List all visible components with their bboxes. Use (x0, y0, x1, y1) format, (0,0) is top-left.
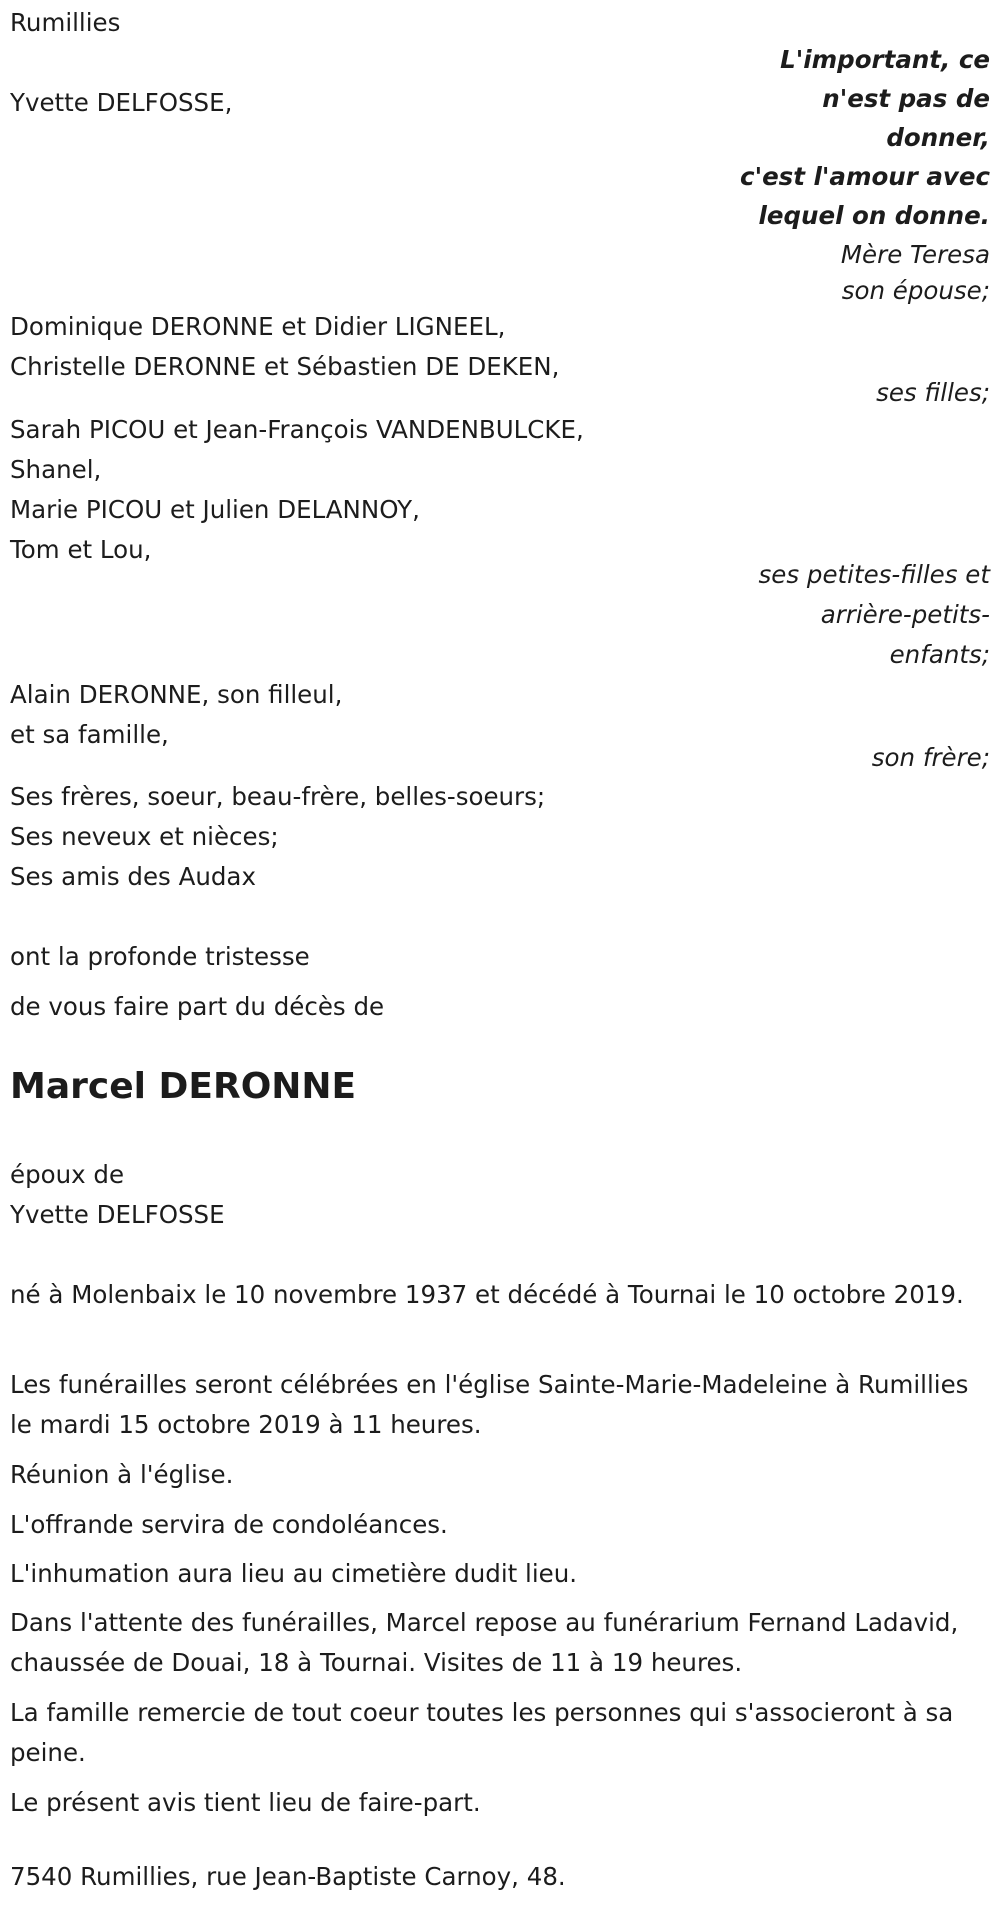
grandchild-line: Marie PICOU et Julien DELANNOY, (10, 495, 420, 524)
detail-paragraph: Les funérailles seront célébrées en l'église Sainte-Marie-Madeleine à Rumillies le mardi 15 octobre 2019 à 11 heures. (10, 1370, 969, 1439)
quote-line: lequel on donne. (758, 201, 990, 230)
grandchildren-label-line: arrière-petits- (820, 600, 990, 629)
quote-author: Mère Teresa (840, 240, 990, 269)
quote-block (740, 40, 990, 274)
brother-label: son frère; (871, 743, 990, 772)
detail-paragraph: L'inhumation aura lieu au cimetière dudit lieu. (10, 1559, 578, 1588)
grandchild-line: Shanel, (10, 455, 102, 484)
announcement-line: de vous faire part du décès de (10, 992, 385, 1021)
others-line: Ses neveux et nièces; (10, 822, 279, 851)
address: 7540 Rumillies, rue Jean-Baptiste Carnoy, 48. (10, 1862, 566, 1891)
grandchildren-label-line: ses petites-filles et (758, 560, 990, 589)
announcement-line: ont la profonde tristesse (10, 942, 310, 971)
detail-paragraph: Dans l'attente des funérailles, Marcel repose au funérarium Fernand Ladavid, chaussée de Douai, 18 à Tournai. Visites de 11 à 19 heures. (10, 1608, 959, 1677)
grandchild-line: Sarah PICOU et Jean-François VANDENBULCKE, (10, 415, 584, 444)
daughters-label: ses filles; (876, 378, 990, 407)
brother-line: et sa famille, (10, 720, 169, 749)
detail-paragraph: Le présent avis tient lieu de faire-part. (10, 1788, 481, 1817)
grandchildren-label-line: enfants; (889, 640, 990, 669)
daughter-line: Christelle DERONNE et Sébastien DE DEKEN, (10, 352, 560, 381)
deceased-name: Marcel DERONNE (10, 1066, 357, 1107)
daughter-line: Dominique DERONNE et Didier LIGNEEL, (10, 312, 506, 341)
quote-line: c'est l'amour avec (740, 162, 990, 191)
detail-paragraph: L'offrande servira de condoléances. (10, 1510, 448, 1539)
detail-paragraph: La famille remercie de tout coeur toutes les personnes qui s'associeront à sa peine. (10, 1698, 954, 1767)
brother-line: Alain DERONNE, son filleul, (10, 680, 343, 709)
detail-paragraph: né à Molenbaix le 10 novembre 1937 et décédé à Tournai le 10 octobre 2019. (10, 1280, 964, 1309)
epoux-line: époux de (10, 1160, 125, 1189)
grandchild-line: Tom et Lou, (10, 535, 152, 564)
detail-paragraph: Réunion à l'église. (10, 1460, 234, 1489)
spouse-label: son épouse; (841, 276, 990, 305)
spouse-name: Yvette DELFOSSE, (10, 88, 233, 117)
quote-line: donner, (886, 123, 990, 152)
others-line: Ses amis des Audax (10, 862, 256, 891)
quote-line: L'important, ce (780, 45, 990, 74)
place-header: Rumillies (10, 8, 121, 37)
quote-line: n'est pas de (822, 84, 990, 113)
epoux-line: Yvette DELFOSSE (10, 1200, 225, 1229)
others-line: Ses frères, soeur, beau-frère, belles-soeurs; (10, 782, 546, 811)
